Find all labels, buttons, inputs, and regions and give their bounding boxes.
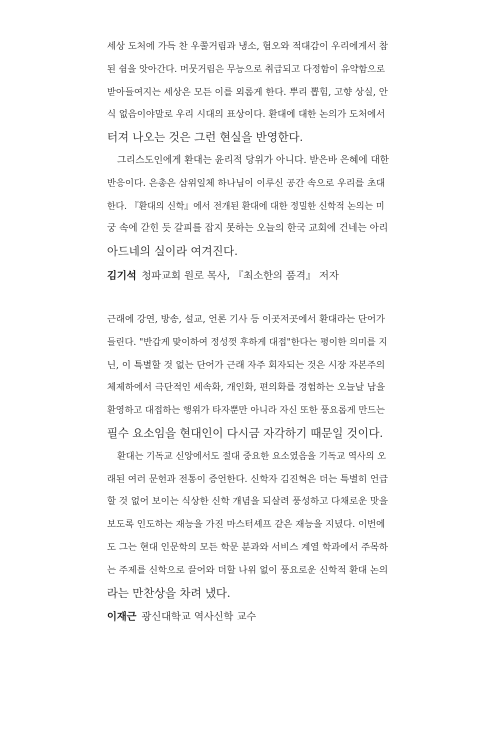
text-line: 체제하에서 극단적인 세속화, 개인화, 편의화를 경험하는 오늘날 남을 [107, 382, 386, 394]
text-line: 된 쉼을 앗아간다. 머뭇거림은 무능으로 취급되고 다정함이 유약함으로 [107, 64, 385, 75]
endorsement-1 [107, 36, 389, 287]
text-line: 터져 나오는 것은 그런 현실을 반영한다. [107, 131, 304, 145]
text-line: 래된 여러 문헌과 전통이 증언한다. 신학자 김진혁은 더는 특별히 언급 [107, 473, 389, 485]
text-line: 환영하고 대접하는 행위가 타자뿐만 아니라 자신 또한 풍요롭게 만드는 [107, 406, 385, 417]
endorsement-2-paragraph-1 [107, 309, 389, 446]
text-line: 할 것 없어 보이는 식상한 신학 개념을 되살려 풍성하고 다채로운 맛을 [107, 496, 389, 508]
endorsement-2 [107, 309, 389, 628]
text-line: 환대는 기독교 신앙에서도 절대 중요한 요소였음을 기독교 역사의 오 [117, 451, 387, 462]
endorsement-1-byline [107, 267, 389, 287]
endorsement-2-byline [107, 608, 389, 628]
text-line: 한다. 『환대의 신학』에서 전개된 환대에 대한 정밀한 신학적 논의는 미 [107, 201, 385, 212]
endorsement-1-paragraph-2 [107, 150, 389, 264]
author-name: 이재근 [107, 612, 137, 624]
author-role: 광신대학교 역사신학 교수 [141, 612, 257, 624]
text-line: 는 주제를 신학으로 끌어와 더할 나위 없이 풍요로운 신학적 환대 논의 [107, 564, 389, 576]
text-line: 식 없음이야말로 우리 시대의 표상이다. 환대에 대한 논의가 도처에서 [107, 109, 386, 121]
author-name: 김기석 [107, 270, 137, 282]
text-line: 필수 요소임을 현대인이 다시금 자각하기 때문일 것이다. [107, 426, 384, 440]
text-line: 그리스도인에게 환대는 윤리적 당위가 아니다. 받은바 은혜에 대한 [117, 154, 389, 166]
text-line: 아드네의 실이라 여겨진다. [107, 245, 238, 259]
text-line: 도 그는 현대 인문학의 모든 학문 분과와 서비스 계열 학과에서 주목하 [107, 541, 389, 553]
text-line: 궁 속에 갇힌 듯 갈피를 잡지 못하는 오늘의 한국 교회에 건네는 아리 [107, 223, 388, 235]
text-line: 들린다. "반갑게 맞이하여 정성껏 후하게 대접"한다는 평이한 의미를 지 [107, 337, 388, 348]
text-line: 받아들여지는 세상은 모든 이를 외롭게 한다. 뿌리 뽑힘, 고향 상실, 안 [107, 86, 388, 98]
endorsement-2-paragraph-2 [107, 446, 389, 606]
text-line: 닌, 이 특별할 것 없는 단어가 근래 자주 회자되는 것은 시장 자본주의 [107, 359, 385, 371]
endorsement-1-paragraph-1 [107, 36, 389, 150]
author-role: 청파교회 원로 목사, 『최소한의 품격』 저자 [141, 270, 339, 282]
text-line: 근래에 강연, 방송, 설교, 언론 기사 등 이곳저곳에서 환대라는 단어가 [107, 314, 385, 325]
text-line: 보도록 인도하는 재능을 가진 마스터셰프 같은 재능을 지녔다. 이번에 [107, 519, 386, 531]
text-line: 라는 만찬상을 차려 냈다. [107, 586, 231, 600]
text-line: 반응이다. 은총은 삼위일체 하나님이 이루신 공간 속으로 우리를 초대 [107, 177, 386, 189]
text-line: 세상 도처에 가득 찬 우쭐거림과 냉소, 혐오와 적대감이 우리에게서 참 [107, 41, 389, 52]
